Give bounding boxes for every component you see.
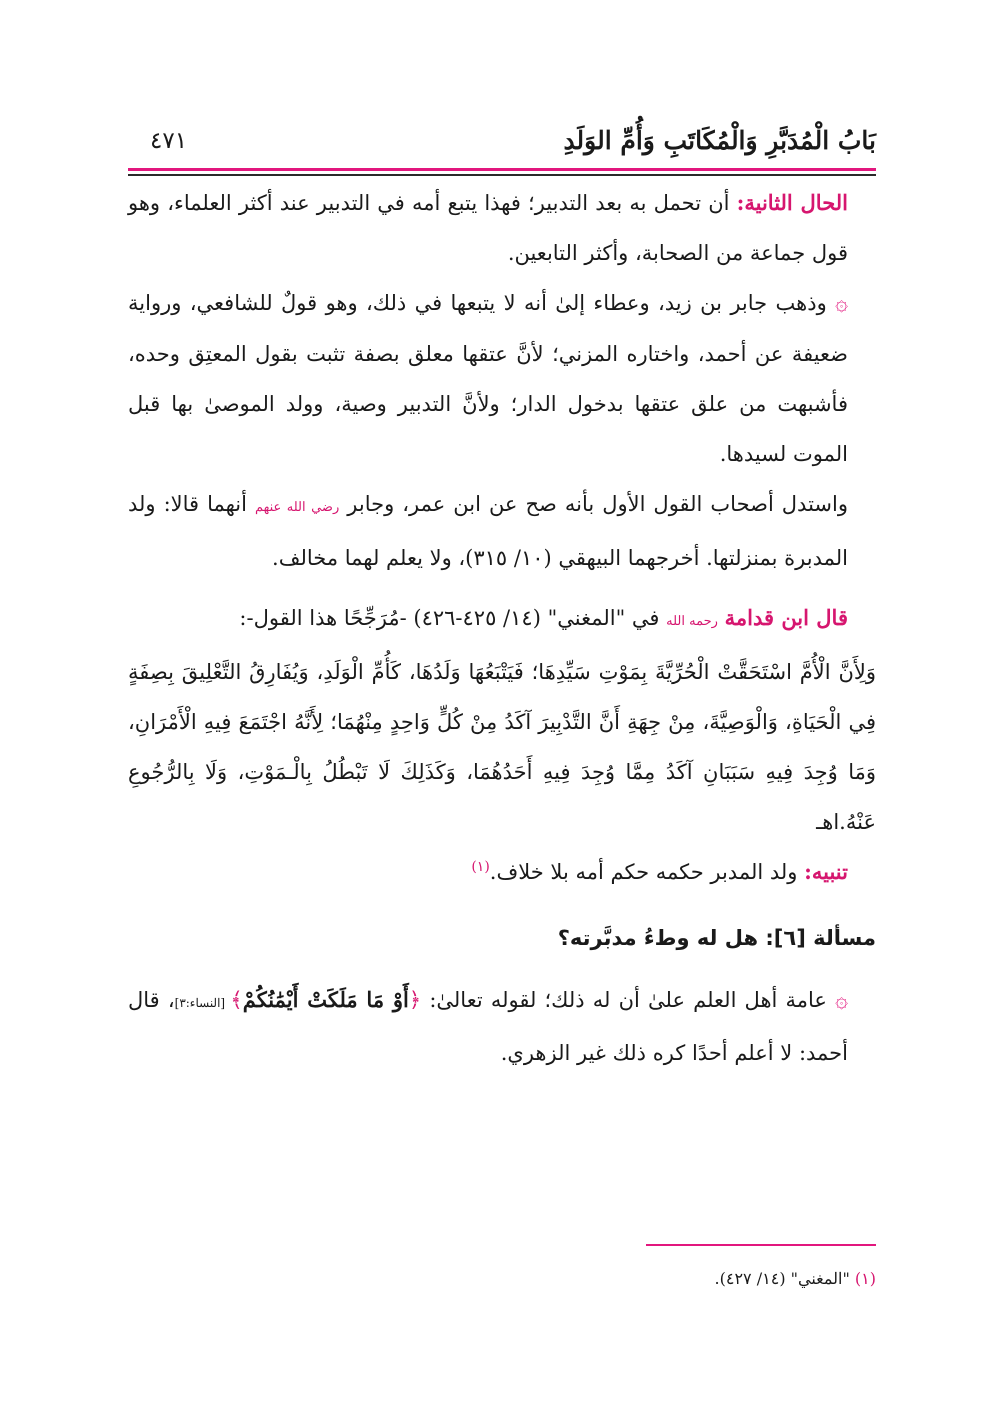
honorific-rahimahullah: رحمه الله <box>666 614 718 629</box>
footnote-number: (١) <box>854 1269 876 1288</box>
ayah-close-bracket: ﴾ <box>230 988 243 1012</box>
paragraph-majority <box>128 975 876 1078</box>
ayah-open-bracket: ﴿ <box>408 988 422 1012</box>
masala-heading <box>128 913 876 963</box>
paragraph-jabir <box>128 278 876 479</box>
footnote-marker[interactable]: (١) <box>471 859 490 875</box>
majority-text-a: عامة أهل العلم علىٰ أن له ذلك؛ لقوله تعالىٰ: <box>421 988 836 1012</box>
masala-question: هل له وطءُ مدبَّرته؟ <box>557 926 766 950</box>
ibn-qudamah-label: قال ابن قدامة <box>724 605 848 630</box>
header-rule-pink <box>128 168 876 171</box>
paragraph-note <box>128 847 876 897</box>
page-header <box>128 122 876 166</box>
paragraph-second-state <box>128 178 876 278</box>
footnote-text: "المغني" (١٤/ ٤٢٧). <box>714 1269 855 1288</box>
chapter-title: بَابُ الْمُدَبَّرِ وَالْمُكَاتَبِ وَأُمِّ الوَلَدِ <box>563 126 876 155</box>
ornament-icon: ۞ <box>835 988 848 1013</box>
second-state-text: أن تحمل به بعد التدبير؛ فهذا يتبع أمه في التدبير عند أكثر العلماء، وهو قول جماعة من الصحابة، وأكثر التابعين. <box>128 191 848 265</box>
honorific-radiyallah: رضي الله عنهم <box>254 500 340 515</box>
quote-mughni: وَلِأَنَّ الْأُمَّ اسْتَحَقَّتْ الْحُرِّيَّةَ بِمَوْتِ سَيِّدِهَا؛ فَيَتْبَعُهَا وَلَدُهَا، كَأُمِّ الْوَلَدِ، وَيُفَارِقُ التَّعْلِيقَ بِصِفَةٍ فِي الْحَيَاةِ، وَالْوَصِيَّةَ، مِنْ جِهَةِ أَنَّ التَّدْبِيرَ آكَدُ مِنْ كُلٍّ وَاحِدٍ مِنْهُمَا؛ لِأَنَّهُ اجْتَمَعَ فِيهِ الْأَمْرَانِ، وَمَا وُجِدَ فِيهِ سَبَبَانِ آكَدُ مِمَّا وُجِدَ فِيهِ أَحَدُهُمَا، وَكَذَلِكَ لَا تَبْطُلُ بِالْـمَوْتِ، وَلَا بِالرُّجُوعِ عَنْهُ.اهـ <box>128 660 876 834</box>
page-number: ٤٧١ <box>150 128 188 154</box>
footnote <box>128 1266 876 1292</box>
body-text <box>128 178 876 1078</box>
evidence-text-b: أنهما قالا: ولد المدبرة بمنزلتها. أخرجهما البيهقي (١٠/ ٣١٥)، ولا يعلم لهما مخالف. <box>128 492 848 570</box>
second-state-label: الحال الثانية: <box>736 190 848 215</box>
note-text: ولد المدبر حكمه حكم أمه بلا خلاف. <box>489 860 805 884</box>
header-rule-dark <box>128 174 876 176</box>
paragraph-evidence <box>128 479 876 583</box>
majority-text-b: ، قال أحمد: لا أعلم أحدًا كره ذلك غير الزهري. <box>128 988 848 1065</box>
ayah-text: أَوْ مَا مَلَكَتْ أَيْمَٰنُكُمْ <box>242 987 409 1012</box>
paragraph-ibn-qudamah <box>128 593 876 647</box>
ornament-icon: ۞ <box>835 291 848 316</box>
footnote-rule <box>646 1244 876 1246</box>
note-label: تنبيه: <box>804 859 848 884</box>
ayah-reference: [النساء:٣] <box>174 996 231 1010</box>
evidence-text-a: واستدل أصحاب القول الأول بأنه صح عن ابن عمر، وجابر <box>339 492 848 516</box>
masala-label: مسألة [٦]: <box>765 926 876 950</box>
ibn-qudamah-intro: في "المغني" (١٤/ ٤٢٥-٤٢٦) -مُرَجِّحًا هذا القول-: <box>239 606 667 630</box>
jabir-text: وذهب جابر بن زيد، وعطاء إلىٰ أنه لا يتبعها في ذلك، وهو قولٌ للشافعي، ورواية ضعيفة عن أحمد، واختاره المزني؛ لأنَّ عتقها معلق بصفة تثبت بقول المعتِق وحده، فأشبهت من علق عتقها بدخول الدار؛ ولأنَّ التدبير وصية، وولد الموصىٰ بها قبل الموت لسيدها. <box>128 291 848 466</box>
